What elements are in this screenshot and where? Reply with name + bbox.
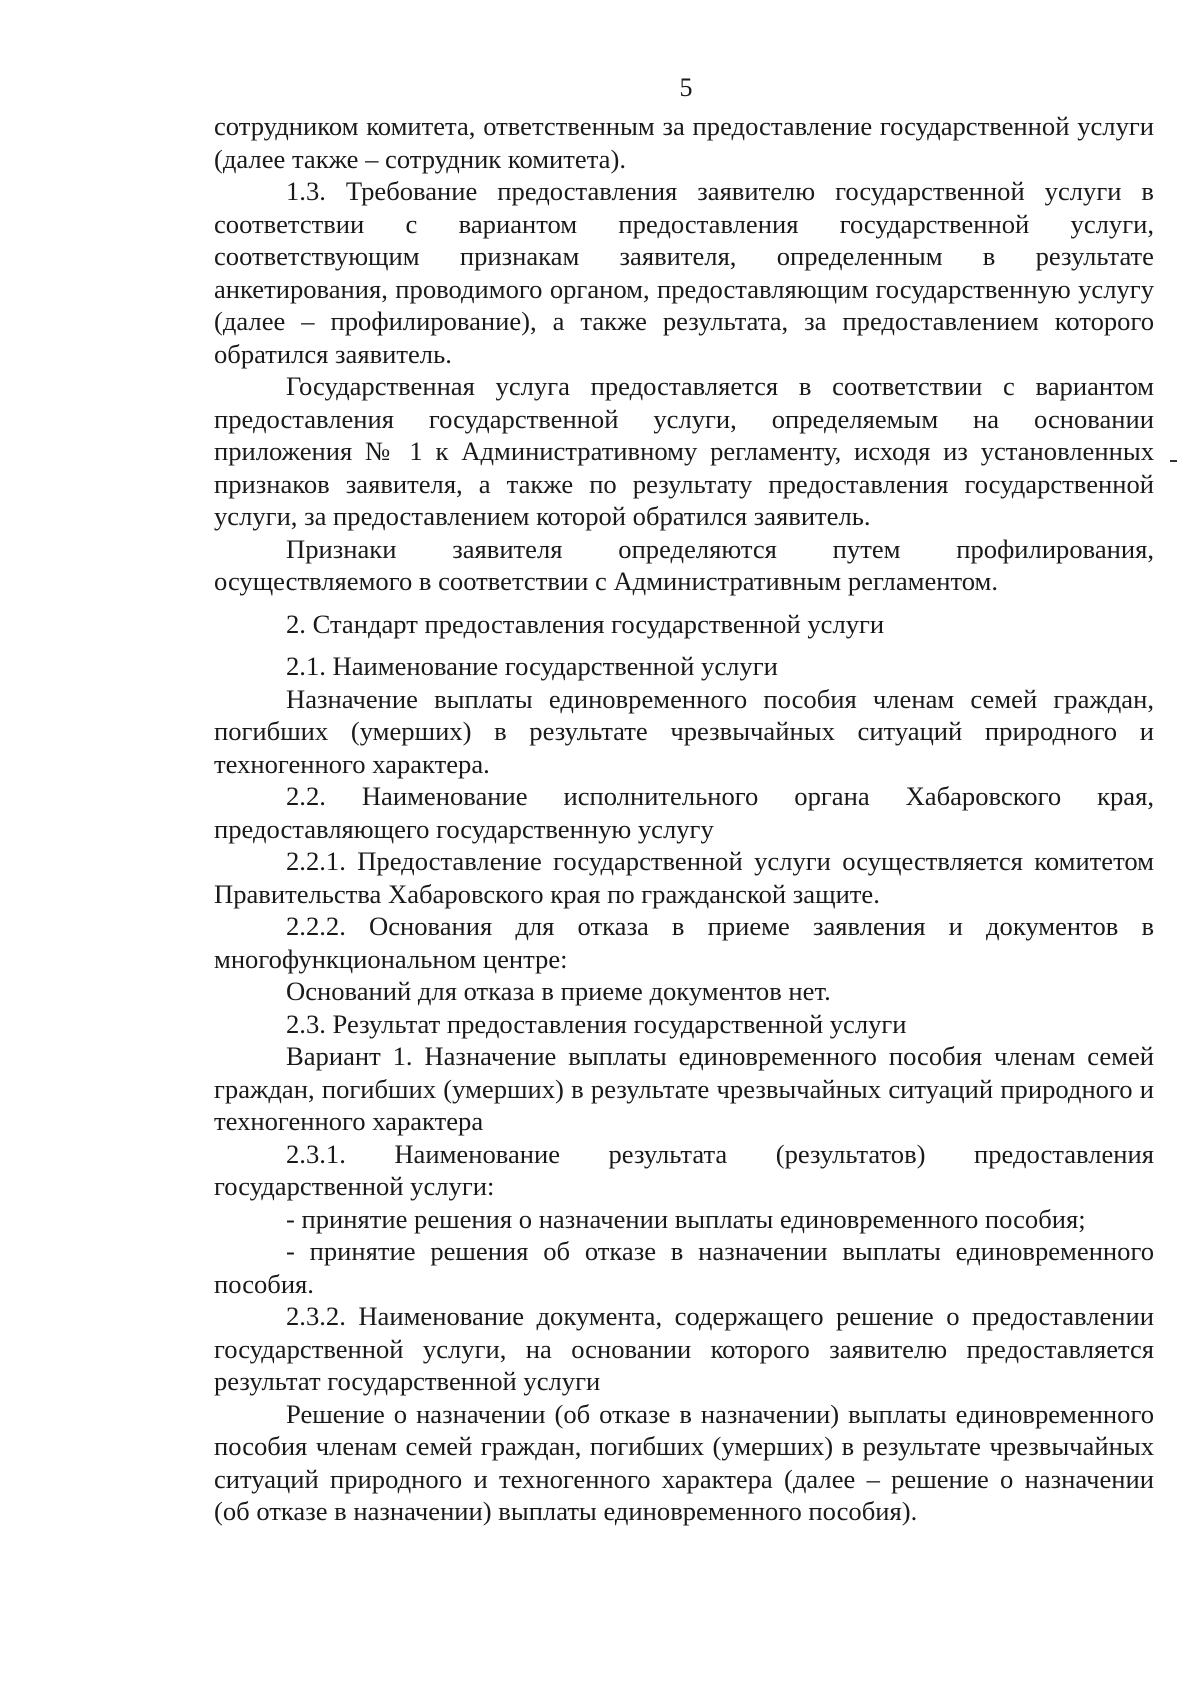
paragraph: 2.3.2. Наименование документа, содержащего решение о предоставлении государственной услуги, на основании которого заявителю предоставляется результат государственной услуги: [214, 1301, 1154, 1396]
margin-mark: [1170, 460, 1177, 462]
paragraph: 2.3. Результат предоставления государственной услуги: [286, 1008, 907, 1039]
paragraph: Признаки заявителя определяются путем профилирования, осуществляемого в соответствии с Административным регламентом.: [214, 533, 1154, 596]
paragraph: Оснований для отказа в приеме документов нет.: [286, 976, 831, 1006]
paragraph: 2.3.1. Наименование результата (результатов) предоставления государственной услуги:: [214, 1138, 1154, 1201]
paragraph: Назначение выплаты единовременного пособия членам семей граждан, погибших (умерших) в результате чрезвычайных ситуаций природного и техногенного характера.: [214, 683, 1154, 779]
document-body: [214, 110, 1154, 1528]
paragraph: - принятие решения о назначении выплаты единовременного пособия;: [286, 1203, 1086, 1234]
paragraph: 2. Стандарт предоставления государственной услуги: [286, 608, 885, 639]
paragraph: - принятие решения об отказе в назначении выплаты единовременного пособия.: [214, 1236, 1154, 1299]
paragraph: Государственная услуга предоставляется в соответствии с вариантом предоставления государственной услуги, определяемым на основании приложения № 1 к Административному регламенту, исходя из установленных признаков заявителя, а также по результату предоставления государственной услуги, за предоставлением которой обратился заявитель.: [214, 371, 1154, 531]
paragraph: сотрудником комитета, ответственным за предоставление государственной услуги (далее также – сотрудник комитета).: [214, 111, 1154, 174]
paragraph: 2.1. Наименование государственной услуги: [286, 651, 778, 681]
paragraph: 2.2.1. Предоставление государственной услуги осуществляется комитетом Правительства Хабаровского края по гражданской защите.: [214, 846, 1154, 909]
paragraph: Решение о назначении (об отказе в назначении) выплаты единовременного пособия членам семей граждан, погибших (умерших) в результате чрезвычайных ситуаций природного и техногенного характера (далее – решение о назначении (об отказе в назначении) выплаты единовременного пособия).: [214, 1398, 1154, 1526]
paragraph: 2.2.2. Основания для отказа в приеме заявления и документов в многофункциональном центре:: [214, 911, 1154, 974]
page-number: 5: [679, 73, 693, 102]
paragraph: 1.3. Требование предоставления заявителю государственной услуги в соответствии с вариантом предоставления государственной услуги, соответствующим признакам заявителя, определенным в результате анкетирования, проводимого органом, предоставляющим государственную услугу (далее – профилирование), а также результата, за предоставлением которого обратился заявитель.: [214, 176, 1154, 369]
paragraph: 2.2. Наименование исполнительного органа Хабаровского края, предоставляющего государственную услугу: [214, 781, 1154, 844]
paragraph: Вариант 1. Назначение выплаты единовременного пособия членам семей граждан, погибших (умерших) в результате чрезвычайных ситуаций природного и техногенного характера: [214, 1041, 1154, 1136]
